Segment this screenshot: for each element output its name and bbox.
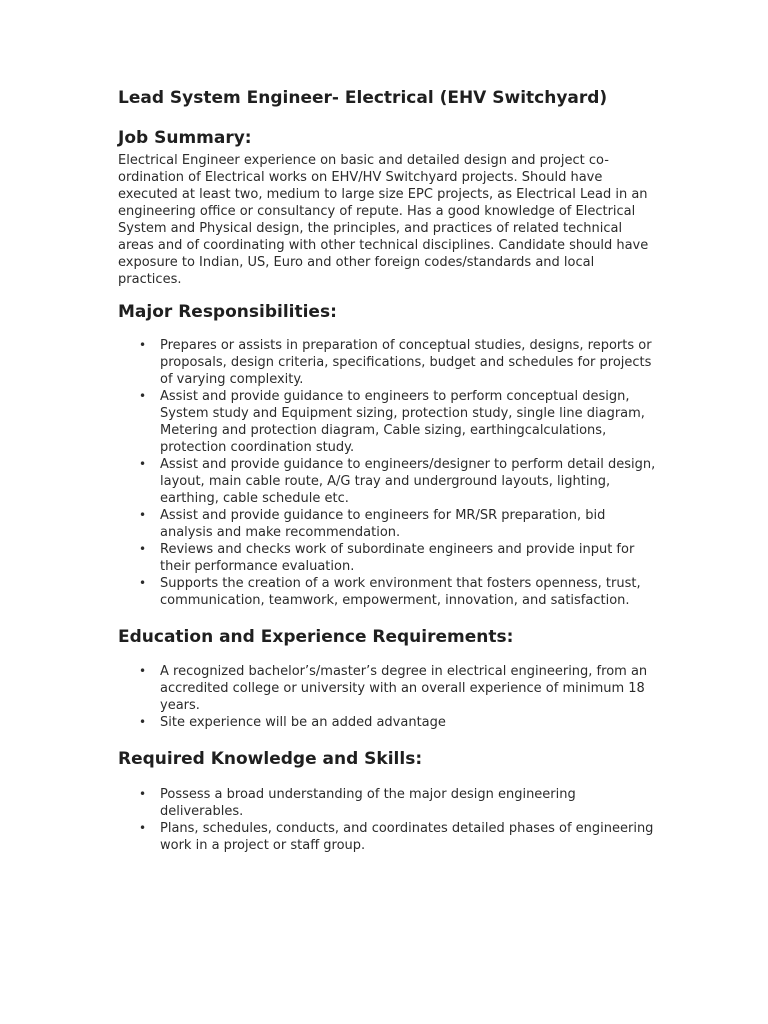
document-page [118,86,658,854]
skills-list [118,786,658,854]
list-item-text: Assist and provide guidance to engineers/designer to perform detail design, layout, main cable route, A/G tray and underground layouts, lighting, earthing, cable schedule etc. [160,457,656,506]
bullet-icon: • [139,508,147,522]
list-item [139,575,658,609]
list-item [139,541,658,575]
education-heading: Education and Experience Requirements: [118,627,514,647]
list-item [139,786,658,820]
list-item-text: Site experience will be an added advantage [160,715,446,730]
bullet-icon: • [139,787,147,801]
bullet-icon: • [139,389,147,403]
list-item-text: Assist and provide guidance to engineers to perform conceptual design, System study and Equipment sizing, protection study, single line diagram, Metering and protection diagram, Cable sizing, earthingcalculations, protection coordination study. [160,389,645,455]
list-item [139,337,658,388]
list-item-text: Possess a broad understanding of the major design engineering deliverables. [160,787,576,819]
major-responsibilities-heading: Major Responsibilities: [118,302,337,322]
list-item-text: Reviews and checks work of subordinate engineers and provide input for their performance evaluation. [160,542,635,574]
bullet-icon: • [139,576,147,590]
page-title: Lead System Engineer- Electrical (EHV Switchyard) [118,88,608,108]
major-responsibilities-list [118,337,658,609]
bullet-icon: • [139,338,147,352]
list-item-text: A recognized bachelor’s/master’s degree in electrical engineering, from an accredited college or university with an overall experience of minimum 18 years. [160,664,648,713]
list-item-text: Assist and provide guidance to engineers for MR/SR preparation, bid analysis and make recommendation. [160,508,606,540]
list-item [139,820,658,854]
skills-heading: Required Knowledge and Skills: [118,749,423,769]
list-item [139,456,658,507]
list-item [139,714,658,731]
bullet-icon: • [139,715,147,729]
list-item-text: Supports the creation of a work environment that fosters openness, trust, communication, teamwork, empowerment, innovation, and satisfaction. [160,576,641,608]
list-item [139,663,658,714]
bullet-icon: • [139,542,147,556]
list-item [139,507,658,541]
education-list [118,663,658,731]
bullet-icon: • [139,457,147,471]
list-item-text: Prepares or assists in preparation of conceptual studies, designs, reports or proposals, design criteria, specifications, budget and schedules for projects of varying complexity. [160,338,652,387]
list-item [139,388,658,456]
bullet-icon: • [139,821,147,835]
job-summary-heading: Job Summary: [118,128,252,148]
bullet-icon: • [139,664,147,678]
list-item-text: Plans, schedules, conducts, and coordinates detailed phases of engineering work in a project or staff group. [160,821,654,853]
job-summary-text: Electrical Engineer experience on basic and detailed design and project co-ordination of Electrical works on EHV/HV Switchyard projects. Should have executed at least two, medium to large size EPC projects, as Electrical Lead in an engineering office or consultancy of repute. Has a good knowledge of Electrical System and Physical design, the principles, and practices of related technical areas and of coordinating with other technical disciplines. Candidate should have exposure to Indian, US, Euro and other foreign codes/standards and local practices. [118,153,649,287]
